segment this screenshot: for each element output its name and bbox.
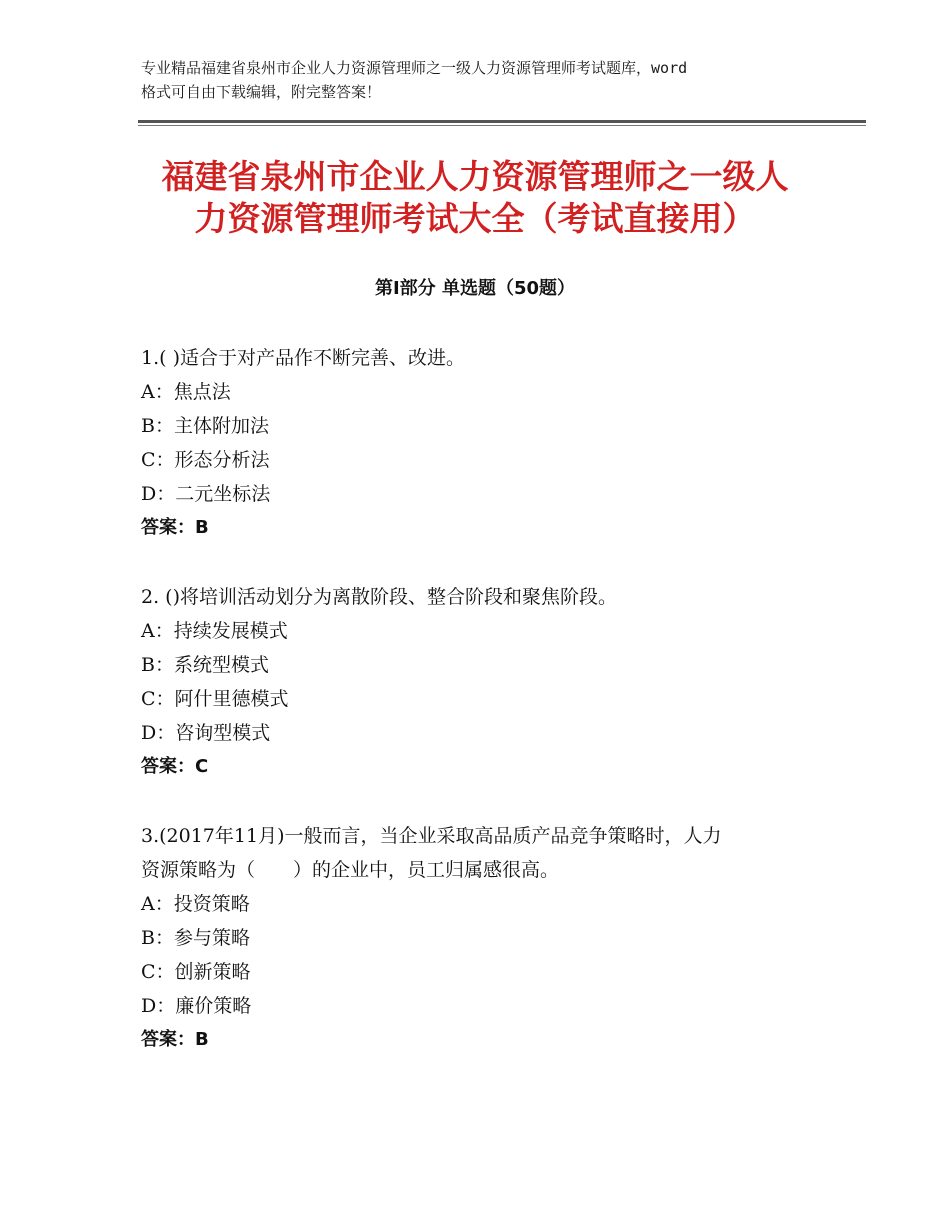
- answer: 答案：B: [141, 517, 209, 538]
- question-stem: [141, 819, 821, 887]
- header-note: [141, 56, 831, 104]
- question-stem: [141, 580, 821, 614]
- header-note-line: 格式可自由下载编辑，附完整答案！: [141, 83, 382, 101]
- document-title-line: 力资源管理师考试大全（考试直接用）: [194, 199, 756, 238]
- option-c: C：形态分析法: [141, 449, 270, 471]
- document-title-line: 福建省泉州市企业人力资源管理师之一级人: [161, 157, 789, 196]
- question-stem-line: 2. ()将培训活动划分为离散阶段、整合阶段和聚焦阶段。: [141, 586, 617, 608]
- option-d: D：咨询型模式: [141, 722, 271, 744]
- header-divider: [138, 120, 866, 123]
- option-d: D：廉价策略: [141, 995, 252, 1017]
- header-note-line: 专业精品福建省泉州市企业人力资源管理师之一级人力资源管理师考试题库，word: [141, 59, 688, 77]
- header-divider-thin: [138, 125, 866, 126]
- question-2: [141, 580, 821, 784]
- option-d: D：二元坐标法: [141, 483, 271, 505]
- option-a: A：持续发展模式: [141, 620, 288, 642]
- document-title: [100, 156, 850, 240]
- answer: 答案：C: [141, 756, 209, 777]
- question-stem-line: 1.( )适合于对产品作不断完善、改进。: [141, 347, 465, 369]
- option-b: B：主体附加法: [141, 415, 269, 437]
- option-c: C：创新策略: [141, 961, 251, 983]
- question-stem: [141, 341, 821, 375]
- question-stem-line: 3.(2017年11月)一般而言，当企业采取高品质产品竞争策略时，人力: [141, 825, 722, 847]
- option-b: B：系统型模式: [141, 654, 269, 676]
- option-a: A：焦点法: [141, 381, 231, 403]
- section-title: 第Ⅰ部分 单选题（50题）: [374, 278, 575, 299]
- option-b: B：参与策略: [141, 927, 250, 949]
- option-a: A：投资策略: [141, 893, 250, 915]
- answer: 答案：B: [141, 1029, 209, 1050]
- question-1: [141, 341, 821, 545]
- question-stem-line: 资源策略为（ ）的企业中，员工归属感很高。: [141, 859, 560, 881]
- option-c: C：阿什里德模式: [141, 688, 289, 710]
- question-3: [141, 819, 821, 1057]
